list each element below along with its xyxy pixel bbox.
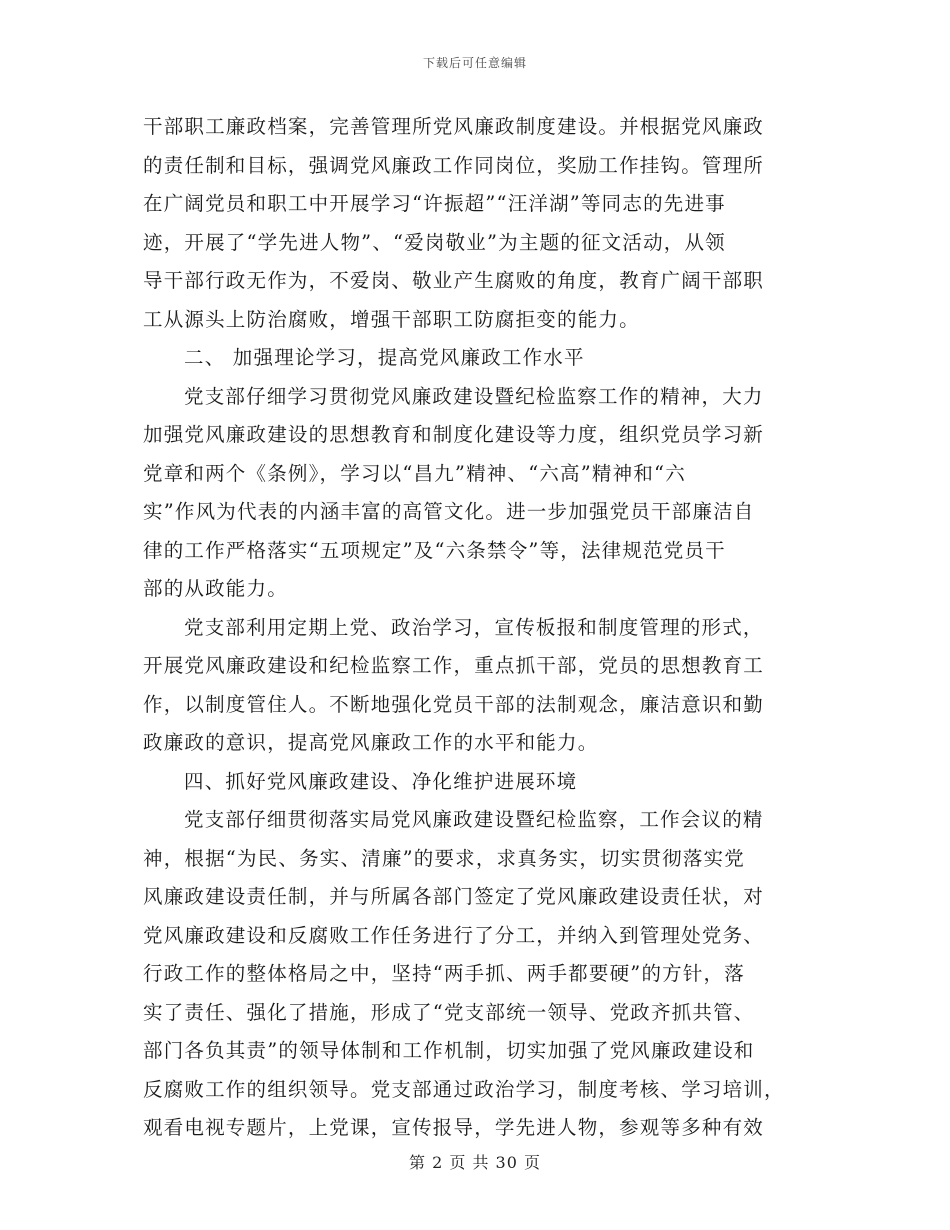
body-line: 干部职工廉政档案，完善管理所党风廉政制度建设。并根据党风廉政 <box>143 115 765 138</box>
paragraph-start: 党支部利用定期上党、政治学习，宣传板报和制度管理的形式， <box>184 615 764 639</box>
body-line: 部门各负其责”的领导体制和工作机制，切实加强了党风廉政建设和 <box>143 1039 755 1062</box>
page-number-footer: 第 2 页 共 30 页 <box>409 1153 541 1172</box>
body-line: 迹，开展了“学先进人物”、“爱岗敬业”为主题的征文活动，从领 <box>143 230 726 254</box>
paragraph-start: 党支部仔细学习贯彻党风廉政建设暨纪检监察工作的精神，大力 <box>184 384 764 408</box>
body-line: 作，以制度管住人。不断地强化党员干部的法制观念，廉洁意识和勤 <box>143 692 765 716</box>
paragraph-start: 党支部仔细贯彻落实局党风廉政建设暨纪检监察，工作会议的精 <box>184 808 764 831</box>
body-line: 神，根据“为民、务实、清廉”的要求，求真务实，切实贯彻落实党 <box>143 846 745 870</box>
body-line: 开展党风廉政建设和纪检监察工作，重点抓干部，党员的思想教育工 <box>143 654 765 677</box>
body-line: 实”作风为代表的内涵丰富的高管文化。进一步加强党员干部廉洁自 <box>143 500 755 523</box>
body-line: 观看电视专题片，上党课，宣传报导，学先进人物，参观等多种有效 <box>143 1116 765 1139</box>
page-header: 下载后可任意编辑 <box>422 56 527 70</box>
body-line: 政廉政的意识，提高党风廉政工作的水平和能力。 <box>143 731 599 754</box>
body-line: 党章和两个《条例》，学习以“昌九”精神、“六高”精神和“六 <box>143 461 686 485</box>
section-heading: 四、抓好党风廉政建设、净化维护进展环境 <box>184 769 578 793</box>
document-body <box>143 108 803 1148</box>
body-line: 风廉政建设责任制，并与所属各部门签定了党风廉政建设责任状，对 <box>143 885 765 908</box>
body-line: 党风廉政建设和反腐败工作任务进行了分工，并纳入到管理处党务、 <box>143 923 765 947</box>
section-heading: 二、 加强理论学习，提高党风廉政工作水平 <box>184 346 585 369</box>
body-line: 律的工作严格落实“五项规定”及“六条禁令”等，法律规范党员干 <box>143 538 726 562</box>
body-line: 在广阔党员和职工中开展学习“许振超”“汪洋湖”等同志的先进事 <box>143 192 726 215</box>
body-line: 工从源头上防治腐败，增强干部职工防腐拒变的能力。 <box>143 307 640 331</box>
body-line: 行政工作的整体格局之中，坚持“两手抓、两手都要硬”的方针，落 <box>143 962 745 985</box>
body-line: 反腐败工作的组织领导。党支部通过政治学习，制度考核、学习培训， <box>143 1077 785 1101</box>
body-line: 的责任制和目标，强调党风廉政工作同岗位，奖励工作挂钩。管理所 <box>143 153 765 177</box>
body-line: 导干部行政无作为，不爱岗、敬业产生腐败的角度，教育广阔干部职 <box>143 269 765 292</box>
body-line: 部的从政能力。 <box>143 577 288 600</box>
body-line: 实了责任、强化了措施，形成了“党支部统一领导、党政齐抓共管、 <box>143 1000 755 1024</box>
body-line: 加强党风廉政建设的思想教育和制度化建设等力度，组织党员学习新 <box>143 423 765 446</box>
